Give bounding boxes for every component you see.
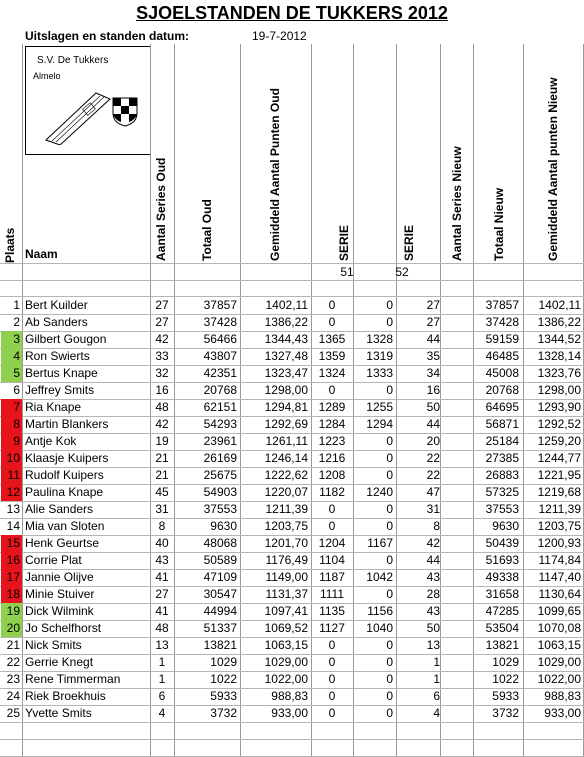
logo-city: Almelo [33,71,61,81]
table-row [0,654,584,671]
cell-series-nieuw: 22 [426,451,440,465]
cell-serie-1: 1104 [319,553,345,567]
cell-series-oud: 42 [155,417,169,431]
cell-serie-2: 1167 [367,536,393,550]
table-row [0,399,584,416]
cell-gem-nieuw: 1022,00 [537,672,581,686]
cell-gem-oud: 933,00 [271,706,308,720]
cell-totaal-nieuw: 3732 [492,706,519,720]
cell-series-nieuw: 27 [426,315,440,329]
cell-plaats: 21 [6,638,20,652]
cell-serie-1: 0 [328,298,336,312]
cell-gem-oud: 1294,81 [264,400,308,414]
cell-naam: Paulina Knape [25,485,104,499]
cell-serie-1: 1111 [319,587,345,601]
cell-naam: Rene Timmerman [25,672,121,686]
cell-gem-nieuw: 1130,64 [538,587,581,601]
cell-naam: Klaasje Kuipers [25,451,109,465]
cell-gem-nieuw: 933,00 [544,706,581,720]
cell-totaal-nieuw: 59159 [485,332,519,346]
table-row [0,705,584,722]
cell-totaal-oud: 51337 [203,621,237,635]
subtitle: Uitslagen en standen datum: [25,29,190,43]
cell-naam: Gerrie Knegt [25,655,94,669]
header-serie-1: SERIE [337,224,351,261]
table-row [0,297,584,314]
cell-series-oud: 21 [155,468,169,482]
table-row [0,382,584,399]
cell-totaal-nieuw: 45008 [485,366,519,380]
cell-plaats: 13 [6,502,20,516]
cell-gem-oud: 1201,70 [264,536,308,550]
cell-gem-nieuw: 1200,93 [537,536,581,550]
cell-totaal-oud: 13821 [203,638,237,652]
cell-serie-1: 1204 [318,536,346,550]
cell-series-nieuw: 44 [426,332,440,346]
cell-naam: Bert Kuilder [25,298,88,312]
cell-naam: Jannie Olijve [25,570,94,584]
header-totaal-oud: Totaal Oud [200,199,214,261]
cell-naam: Jeffrey Smits [25,383,95,397]
table-row [0,569,584,586]
table-row [0,314,584,331]
cell-series-nieuw: 50 [426,621,440,635]
cell-plaats: 15 [1,535,22,552]
cell-series-oud: 6 [158,689,166,703]
cell-serie-1: 0 [328,519,336,533]
cell-serie-1: 0 [328,706,336,720]
header-plaats: Plaats [3,227,17,263]
cell-serie-2: 0 [386,315,393,329]
cell-serie-1: 0 [328,502,336,516]
cell-plaats: 11 [1,467,22,484]
cell-gem-nieuw: 1221,95 [537,468,581,482]
cell-serie-2: 1319 [366,349,393,363]
cell-totaal-nieuw: 64695 [485,400,519,414]
cell-series-oud: 27 [155,298,169,312]
cell-series-nieuw: 35 [426,349,440,363]
cell-gem-nieuw: 1402,11 [538,298,581,312]
cell-totaal-oud: 20768 [203,383,237,397]
cell-series-oud: 1 [158,672,166,686]
cell-serie-2: 0 [386,655,393,669]
club-logo [25,46,151,155]
cell-totaal-nieuw: 53504 [485,621,519,635]
table-row [0,467,584,484]
cell-gem-oud: 1131,37 [265,587,308,601]
cell-series-oud: 31 [155,502,169,516]
cell-gem-nieuw: 1293,90 [537,400,581,414]
cell-totaal-nieuw: 50439 [485,536,519,550]
cell-series-nieuw: 43 [426,604,440,618]
cell-totaal-oud: 54293 [203,417,237,431]
cell-totaal-nieuw: 20768 [485,383,519,397]
table-row [0,620,584,637]
cell-gem-nieuw: 1099,65 [537,604,581,618]
cell-series-oud: 1 [158,655,166,669]
cell-gem-nieuw: 1203,75 [537,519,581,533]
cell-gem-oud: 1029,00 [264,655,308,669]
cell-series-oud: 4 [158,706,166,720]
cell-serie-1: 1135 [319,604,345,618]
cell-serie-1: 0 [328,638,336,652]
cell-serie-1: 0 [328,672,336,686]
cell-series-nieuw: 1 [433,655,440,669]
cell-gem-oud: 1022,00 [264,672,308,686]
cell-plaats: 16 [1,552,22,569]
cell-serie-2: 0 [386,553,393,567]
cell-serie-1: 0 [328,689,336,703]
cell-series-nieuw: 20 [426,434,440,448]
cell-serie-1: 0 [328,655,336,669]
cell-gem-oud: 1063,15 [264,638,308,652]
cell-totaal-nieuw: 25184 [485,434,519,448]
cell-series-oud: 48 [155,400,169,414]
cell-plaats: 6 [13,383,20,397]
cell-plaats: 2 [13,315,20,329]
cell-series-oud: 40 [155,536,169,550]
table-row [0,331,584,348]
cell-gem-nieuw: 1386,22 [537,315,581,329]
cell-totaal-oud: 1022 [210,672,237,686]
cell-series-oud: 19 [155,434,169,448]
cell-totaal-oud: 44994 [203,604,237,618]
cell-totaal-nieuw: 47285 [485,604,519,618]
cell-gem-nieuw: 1244,77 [537,451,581,465]
cell-series-oud: 21 [155,451,169,465]
cell-plaats: 3 [1,331,22,348]
cell-serie-2: 1328 [366,332,393,346]
grid-line [0,280,584,281]
cell-serie-1: 0 [328,315,336,329]
cell-series-nieuw: 44 [426,417,440,431]
cell-serie-1: 1127 [319,621,345,635]
cell-plaats: 25 [6,706,20,720]
cell-series-oud: 27 [155,587,169,601]
cell-serie-2: 0 [386,298,393,312]
cell-totaal-nieuw: 9630 [492,519,519,533]
cell-naam: Henk Geurtse [25,536,100,550]
header-serie-2: SERIE [402,224,416,261]
cell-serie-1: 1324 [318,366,346,380]
cell-totaal-nieuw: 1022 [492,672,519,686]
cell-serie-2: 0 [386,434,393,448]
cell-totaal-oud: 43807 [203,349,237,363]
cell-series-nieuw: 34 [426,366,440,380]
cell-totaal-oud: 25675 [203,468,237,482]
cell-serie-1: 1359 [318,349,346,363]
cell-serie-2: 1294 [366,417,393,431]
cell-totaal-oud: 50589 [203,553,237,567]
cell-serie-2: 0 [386,451,393,465]
cell-serie-1: 1216 [318,451,346,465]
table-row [0,348,584,365]
cell-series-nieuw: 27 [426,298,440,312]
cell-serie-2: 0 [386,502,393,516]
cell-totaal-nieuw: 51693 [485,553,519,567]
table-row [0,535,584,552]
cell-series-oud: 33 [155,349,169,363]
cell-series-nieuw: 8 [433,519,440,533]
cell-gem-oud: 1069,52 [264,621,308,635]
cell-gem-nieuw: 1219,68 [537,485,581,499]
cell-naam: Ria Knape [25,400,82,414]
cell-totaal-nieuw: 37857 [485,298,519,312]
cell-gem-oud: 1211,39 [265,502,308,516]
cell-naam: Ab Sanders [25,315,88,329]
cell-totaal-oud: 30547 [203,587,237,601]
table-row [0,603,584,620]
cell-gem-nieuw: 1292,52 [537,417,581,431]
cell-totaal-nieuw: 49338 [485,570,519,584]
cell-naam: Nick Smits [25,638,82,652]
cell-series-nieuw: 13 [426,638,440,652]
cell-plaats: 10 [1,450,22,467]
cell-plaats: 4 [1,348,22,365]
cell-serie-2: 1156 [367,604,393,618]
cell-plaats: 24 [6,689,20,703]
cell-series-nieuw: 6 [433,689,440,703]
cell-series-nieuw: 44 [426,553,440,567]
cell-totaal-nieuw: 56871 [485,417,519,431]
cell-gem-oud: 1149,00 [265,570,308,584]
cell-gem-oud: 1222,62 [264,468,308,482]
cell-serie-1: 1223 [318,434,346,448]
cell-naam: Rudolf Kuipers [25,468,104,482]
cell-series-nieuw: 28 [426,587,440,601]
cell-totaal-oud: 42351 [203,366,237,380]
cell-gem-nieuw: 1147,40 [538,570,581,584]
cell-gem-nieuw: 1029,00 [537,655,581,669]
cell-totaal-oud: 62151 [203,400,237,414]
page-title: SJOELSTANDEN DE TUKKERS 2012 [136,3,448,23]
serie-number-2: 52 [395,265,409,279]
cell-gem-nieuw: 1298,00 [537,383,581,397]
cell-naam: Bertus Knape [25,366,98,380]
logo-club-name: S.V. De Tukkers [37,55,109,66]
cell-gem-nieuw: 1063,15 [537,638,581,652]
cell-totaal-oud: 37428 [203,315,237,329]
header-gem-nieuw: Gemiddeld Aantal punten Nieuw [546,77,560,261]
cell-gem-nieuw: 1174,84 [538,553,581,567]
cell-plaats: 9 [1,433,22,450]
cell-gem-oud: 1097,41 [264,604,308,618]
cell-serie-2: 1042 [366,570,393,584]
cell-serie-1: 1365 [318,332,346,346]
cell-series-nieuw: 31 [426,502,440,516]
cell-totaal-nieuw: 57325 [485,485,519,499]
cell-series-oud: 42 [155,332,169,346]
cell-serie-2: 0 [386,706,393,720]
cell-naam: Dick Wilmink [25,604,94,618]
cell-serie-2: 1240 [366,485,393,499]
cell-totaal-nieuw: 46485 [485,349,519,363]
cell-gem-oud: 1386,22 [264,315,308,329]
cell-serie-2: 0 [386,468,393,482]
cell-totaal-oud: 48068 [203,536,237,550]
cell-gem-oud: 1327,48 [264,349,308,363]
cell-gem-oud: 1261,11 [265,434,308,448]
cell-totaal-oud: 9630 [210,519,237,533]
cell-gem-oud: 1323,47 [264,366,308,380]
cell-totaal-oud: 47109 [203,570,237,584]
cell-totaal-oud: 23961 [203,434,237,448]
cell-series-oud: 13 [155,638,169,652]
grid-line [0,739,584,740]
cell-series-nieuw: 42 [426,536,440,550]
cell-naam: Yvette Smits [25,706,92,720]
header-naam: Naam [25,247,58,261]
cell-gem-oud: 1298,00 [264,383,308,397]
cell-naam: Antje Kok [25,434,77,448]
cell-series-nieuw: 1 [433,672,440,686]
cell-plaats: 5 [1,365,22,382]
cell-naam: Mia van Sloten [25,519,105,533]
cell-gem-nieuw: 1070,08 [537,621,581,635]
cell-gem-nieuw: 1259,20 [537,434,581,448]
cell-plaats: 23 [6,672,20,686]
cell-plaats: 19 [1,603,22,620]
cell-totaal-oud: 56466 [203,332,237,346]
cell-gem-nieuw: 1344,52 [537,332,581,346]
table-row [0,416,584,433]
cell-totaal-nieuw: 13821 [485,638,519,652]
cell-totaal-nieuw: 37553 [485,502,519,516]
table-row [0,671,584,688]
table-row [0,484,584,501]
cell-totaal-nieuw: 31658 [485,587,519,601]
table-row [0,518,584,535]
cell-totaal-nieuw: 27385 [485,451,519,465]
cell-naam: Ron Swierts [25,349,90,363]
cell-gem-oud: 988,83 [271,689,308,703]
cell-series-oud: 16 [155,383,169,397]
cell-series-oud: 41 [155,570,169,584]
cell-series-oud: 43 [155,553,169,567]
cell-gem-oud: 1246,14 [264,451,308,465]
cell-naam: Martin Blankers [25,417,109,431]
cell-totaal-oud: 26169 [203,451,237,465]
cell-naam: Minie Stuiver [25,587,95,601]
header-series-oud: Aantal Series Oud [154,157,168,261]
cell-gem-oud: 1203,75 [264,519,308,533]
cell-plaats: 20 [1,620,22,637]
cell-serie-2: 1333 [366,366,393,380]
cell-serie-1: 1208 [318,468,346,482]
table-row [0,637,584,654]
cell-serie-1: 1289 [318,400,346,414]
cell-serie-2: 0 [386,587,393,601]
cell-series-nieuw: 22 [426,468,440,482]
cell-plaats: 8 [1,416,22,433]
cell-series-nieuw: 4 [433,706,440,720]
cell-plaats: 1 [13,298,20,312]
header-totaal-nieuw: Totaal Nieuw [492,187,506,261]
cell-series-nieuw: 43 [426,570,440,584]
cell-totaal-oud: 3732 [210,706,237,720]
cell-serie-2: 0 [386,638,393,652]
cell-gem-oud: 1402,11 [265,298,308,312]
cell-naam: Jo Schelfhorst [25,621,102,635]
table-row [0,688,584,705]
header-gem-oud: Gemiddeld Aantal Punten Oud [268,88,282,261]
cell-serie-2: 0 [386,519,393,533]
cell-plaats: 7 [1,399,22,416]
cell-series-nieuw: 47 [426,485,440,499]
table-row [0,450,584,467]
header-series-nieuw: Aantal Series Nieuw [450,146,464,261]
grid-line [0,263,584,264]
cell-series-nieuw: 50 [426,400,440,414]
cell-serie-2: 0 [386,383,393,397]
table-row [0,365,584,382]
cell-naam: Alie Sanders [25,502,94,516]
table-row [0,586,584,603]
cell-plaats: 22 [6,655,20,669]
cell-totaal-nieuw: 5933 [492,689,519,703]
cell-gem-oud: 1220,07 [264,485,308,499]
serie-number-1: 51 [340,265,354,279]
coat-of-arms-icon [112,97,138,127]
cell-totaal-nieuw: 1029 [492,655,519,669]
cell-gem-nieuw: 1328,14 [537,349,581,363]
cell-serie-2: 0 [386,689,393,703]
cell-series-oud: 27 [155,315,169,329]
table-row [0,501,584,518]
sjoelbak-icon [44,85,114,145]
cell-gem-oud: 1292,69 [264,417,308,431]
cell-series-oud: 8 [158,519,166,533]
cell-plaats: 17 [1,569,22,586]
cell-gem-nieuw: 988,83 [544,689,581,703]
grid-line [0,722,584,723]
table-row [0,433,584,450]
cell-series-oud: 32 [155,366,169,380]
cell-series-oud: 41 [155,604,169,618]
cell-totaal-oud: 37857 [203,298,237,312]
cell-naam: Gilbert Gougon [25,332,107,346]
cell-plaats: 14 [6,519,20,533]
cell-serie-1: 0 [328,383,336,397]
cell-totaal-oud: 5933 [210,689,237,703]
cell-serie-2: 0 [386,672,393,686]
cell-totaal-nieuw: 37428 [485,315,519,329]
cell-naam: Riek Broekhuis [25,689,106,703]
cell-totaal-oud: 37553 [203,502,237,516]
cell-serie-2: 1040 [366,621,393,635]
table-row [0,552,584,569]
cell-series-nieuw: 16 [426,383,440,397]
cell-gem-oud: 1344,43 [264,332,308,346]
cell-totaal-nieuw: 26883 [485,468,519,482]
cell-plaats: 12 [1,484,22,501]
cell-naam: Corrie Plat [25,553,82,567]
cell-serie-1: 1187 [319,570,345,584]
cell-gem-nieuw: 1323,76 [537,366,581,380]
cell-serie-2: 1255 [366,400,393,414]
cell-series-oud: 48 [155,621,169,635]
cell-totaal-oud: 1029 [210,655,237,669]
cell-series-oud: 45 [155,485,169,499]
date-value: 19-7-2012 [252,29,307,43]
cell-gem-oud: 1176,49 [265,553,308,567]
cell-totaal-oud: 54903 [203,485,237,499]
cell-plaats: 18 [1,586,22,603]
cell-gem-nieuw: 1211,39 [538,502,581,516]
cell-serie-1: 1284 [318,417,346,431]
cell-serie-1: 1182 [319,485,345,499]
